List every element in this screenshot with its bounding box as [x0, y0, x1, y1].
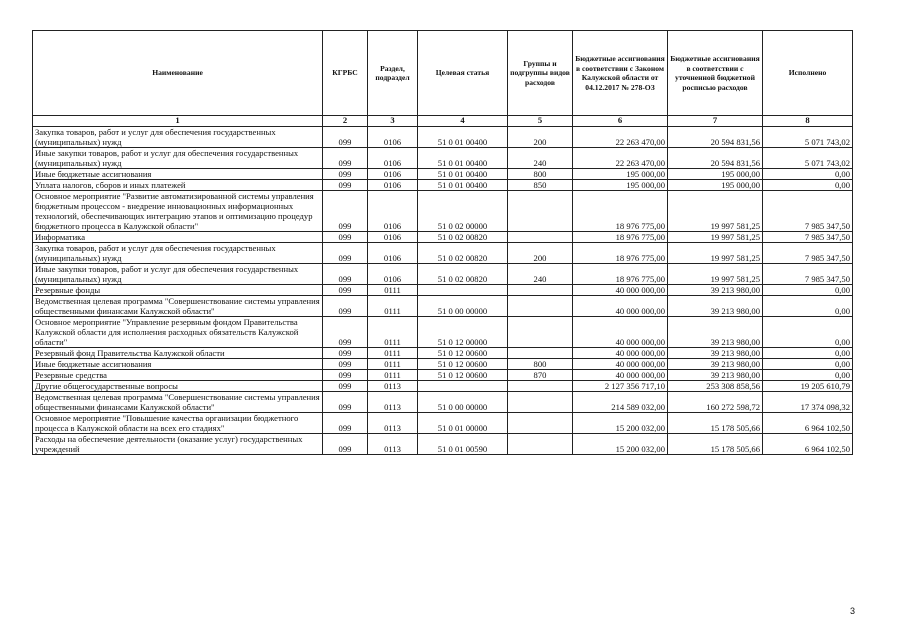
table-cell-target: 51 0 01 00400	[418, 169, 508, 180]
table-cell-law-allocation: 40 000 000,00	[573, 317, 668, 348]
table-cell-group	[508, 434, 573, 455]
table-cell-name: Другие общегосударственные вопросы	[33, 381, 323, 392]
table-cell-name: Резервные средства	[33, 370, 323, 381]
table-cell-kgrbs: 099	[323, 296, 368, 317]
table-cell-kgrbs: 099	[323, 232, 368, 243]
table-cell-group: 240	[508, 264, 573, 285]
table-cell-group	[508, 413, 573, 434]
table-cell-executed: 0,00	[763, 180, 853, 191]
table-cell-group	[508, 191, 573, 232]
table-cell-executed: 0,00	[763, 285, 853, 296]
table-cell-kgrbs: 099	[323, 348, 368, 359]
table-cell-law-allocation: 40 000 000,00	[573, 285, 668, 296]
table-cell-name: Информатика	[33, 232, 323, 243]
table-row	[33, 413, 853, 434]
table-row	[33, 180, 853, 191]
table-cell-group: 850	[508, 180, 573, 191]
table-cell-group: 200	[508, 243, 573, 264]
table-cell-law-allocation: 15 200 032,00	[573, 434, 668, 455]
table-cell-kgrbs: 099	[323, 127, 368, 148]
table-cell-refined-allocation: 15 178 505,66	[668, 413, 763, 434]
table-row	[33, 127, 853, 148]
header-groups: Группы и подгруппы видов расходов	[508, 31, 573, 116]
table-cell-law-allocation: 40 000 000,00	[573, 296, 668, 317]
table-cell-name: Иные закупки товаров, работ и услуг для обеспечения государственных (муниципальных) нужд	[33, 148, 323, 169]
table-cell-group	[508, 285, 573, 296]
table-cell-section: 0113	[368, 381, 418, 392]
table-cell-section: 0111	[368, 296, 418, 317]
table-cell-law-allocation: 2 127 356 717,10	[573, 381, 668, 392]
table-row	[33, 285, 853, 296]
column-number: 1	[33, 116, 323, 127]
table-cell-kgrbs: 099	[323, 317, 368, 348]
table-cell-refined-allocation: 19 997 581,25	[668, 232, 763, 243]
column-number: 6	[573, 116, 668, 127]
table-cell-executed: 0,00	[763, 370, 853, 381]
table-cell-section: 0113	[368, 392, 418, 413]
table-cell-group	[508, 392, 573, 413]
table-cell-law-allocation: 15 200 032,00	[573, 413, 668, 434]
table-cell-refined-allocation: 195 000,00	[668, 180, 763, 191]
table-cell-refined-allocation: 20 594 831,56	[668, 148, 763, 169]
table-cell-law-allocation: 40 000 000,00	[573, 348, 668, 359]
table-cell-section: 0111	[368, 370, 418, 381]
table-cell-executed: 7 985 347,50	[763, 243, 853, 264]
table-cell-target: 51 0 00 00000	[418, 296, 508, 317]
table-cell-executed: 17 374 098,32	[763, 392, 853, 413]
table-cell-executed: 6 964 102,50	[763, 434, 853, 455]
table-cell-target: 51 0 01 00590	[418, 434, 508, 455]
table-cell-section: 0106	[368, 232, 418, 243]
table-row	[33, 434, 853, 455]
table-cell-executed: 5 071 743,02	[763, 148, 853, 169]
table-cell-refined-allocation: 20 594 831,56	[668, 127, 763, 148]
table-cell-name: Иные бюджетные ассигнования	[33, 359, 323, 370]
table-cell-name: Закупка товаров, работ и услуг для обеспечения государственных (муниципальных) нужд	[33, 243, 323, 264]
column-number-row	[33, 116, 853, 127]
table-cell-law-allocation: 18 976 775,00	[573, 243, 668, 264]
table-cell-group: 800	[508, 359, 573, 370]
table-cell-law-allocation: 40 000 000,00	[573, 359, 668, 370]
table-cell-target: 51 0 01 00000	[418, 413, 508, 434]
table-row	[33, 243, 853, 264]
table-row	[33, 169, 853, 180]
table-row	[33, 296, 853, 317]
table-cell-law-allocation: 22 263 470,00	[573, 127, 668, 148]
table-cell-target: 51 0 01 00400	[418, 180, 508, 191]
table-cell-refined-allocation: 160 272 598,72	[668, 392, 763, 413]
table-row	[33, 381, 853, 392]
table-cell-law-allocation: 40 000 000,00	[573, 370, 668, 381]
table-cell-name: Закупка товаров, работ и услуг для обеспечения государственных (муниципальных) нужд	[33, 127, 323, 148]
table-cell-refined-allocation: 39 213 980,00	[668, 359, 763, 370]
table-cell-kgrbs: 099	[323, 191, 368, 232]
table-cell-target: 51 0 02 00000	[418, 191, 508, 232]
header-row	[33, 31, 853, 116]
table-cell-section: 0111	[368, 285, 418, 296]
table-row	[33, 359, 853, 370]
table-row	[33, 317, 853, 348]
table-cell-kgrbs: 099	[323, 392, 368, 413]
table-cell-refined-allocation: 39 213 980,00	[668, 285, 763, 296]
table-cell-refined-allocation: 19 997 581,25	[668, 243, 763, 264]
table-cell-kgrbs: 099	[323, 359, 368, 370]
table-cell-law-allocation: 214 589 032,00	[573, 392, 668, 413]
table-cell-kgrbs: 099	[323, 413, 368, 434]
table-cell-section: 0106	[368, 243, 418, 264]
table-cell-section: 0113	[368, 434, 418, 455]
table-cell-name: Иные бюджетные ассигнования	[33, 169, 323, 180]
table-cell-section: 0111	[368, 359, 418, 370]
table-cell-section: 0113	[368, 413, 418, 434]
column-number: 7	[668, 116, 763, 127]
table-row	[33, 148, 853, 169]
table-cell-name: Уплата налогов, сборов и иных платежей	[33, 180, 323, 191]
table-cell-refined-allocation: 253 308 858,56	[668, 381, 763, 392]
table-cell-kgrbs: 099	[323, 285, 368, 296]
table-cell-name: Расходы на обеспечение деятельности (оказание услуг) государственных учреждений	[33, 434, 323, 455]
table-cell-name: Резервные фонды	[33, 285, 323, 296]
page-number: 3	[849, 606, 855, 616]
table-cell-executed: 7 985 347,50	[763, 264, 853, 285]
table-cell-law-allocation: 18 976 775,00	[573, 232, 668, 243]
header-name: Наименование	[33, 31, 323, 116]
table-cell-target: 51 0 12 00000	[418, 317, 508, 348]
table-cell-section: 0106	[368, 148, 418, 169]
table-cell-target: 51 0 02 00820	[418, 264, 508, 285]
table-row	[33, 348, 853, 359]
table-cell-kgrbs: 099	[323, 148, 368, 169]
header-law-allocations: Бюджетные ассигнования в соответствии с Законом Калужской области от 04.12.2017 № 278-ОЗ	[573, 31, 668, 116]
table-cell-section: 0106	[368, 169, 418, 180]
table-cell-refined-allocation: 39 213 980,00	[668, 348, 763, 359]
table-cell-executed: 0,00	[763, 317, 853, 348]
table-cell-kgrbs: 099	[323, 381, 368, 392]
budget-execution-table	[32, 30, 853, 455]
table-cell-group	[508, 296, 573, 317]
table-cell-refined-allocation: 39 213 980,00	[668, 317, 763, 348]
table-cell-law-allocation: 18 976 775,00	[573, 264, 668, 285]
table-cell-executed: 6 964 102,50	[763, 413, 853, 434]
header-target: Целевая статья	[418, 31, 508, 116]
header-executed: Исполнено	[763, 31, 853, 116]
table-cell-executed: 5 071 743,02	[763, 127, 853, 148]
table-cell-executed: 0,00	[763, 348, 853, 359]
table-cell-law-allocation: 195 000,00	[573, 169, 668, 180]
table-cell-section: 0111	[368, 317, 418, 348]
table-row	[33, 232, 853, 243]
table-cell-target: 51 0 00 00000	[418, 392, 508, 413]
table-cell-section: 0111	[368, 348, 418, 359]
table-cell-executed: 7 985 347,50	[763, 191, 853, 232]
table-cell-group	[508, 381, 573, 392]
header-section: Раздел, подраздел	[368, 31, 418, 116]
table-cell-law-allocation: 22 263 470,00	[573, 148, 668, 169]
table-cell-section: 0106	[368, 191, 418, 232]
table-cell-name: Основное мероприятие "Повышение качества организации бюджетного процесса в Калужской области на всех его стадиях"	[33, 413, 323, 434]
column-number: 2	[323, 116, 368, 127]
header-refined-allocations: Бюджетные ассигнования в соответствии с уточненной бюджетной росписью расходов	[668, 31, 763, 116]
table-cell-kgrbs: 099	[323, 370, 368, 381]
table-cell-group: 200	[508, 127, 573, 148]
table-cell-target	[418, 285, 508, 296]
table-cell-target: 51 0 01 00400	[418, 127, 508, 148]
header-kgrbs: КГРБС	[323, 31, 368, 116]
table-cell-group: 240	[508, 148, 573, 169]
table-cell-refined-allocation: 19 997 581,25	[668, 264, 763, 285]
table-cell-group	[508, 232, 573, 243]
table-cell-kgrbs: 099	[323, 434, 368, 455]
table-cell-section: 0106	[368, 127, 418, 148]
table-cell-law-allocation: 18 976 775,00	[573, 191, 668, 232]
column-number: 4	[418, 116, 508, 127]
table-cell-name: Резервный фонд Правительства Калужской области	[33, 348, 323, 359]
table-cell-kgrbs: 099	[323, 243, 368, 264]
table-cell-section: 0106	[368, 264, 418, 285]
column-number: 8	[763, 116, 853, 127]
column-number: 3	[368, 116, 418, 127]
table-cell-executed: 7 985 347,50	[763, 232, 853, 243]
table-cell-group: 800	[508, 169, 573, 180]
table-cell-executed: 0,00	[763, 169, 853, 180]
table-cell-target: 51 0 01 00400	[418, 148, 508, 169]
table-cell-group	[508, 317, 573, 348]
table-cell-name: Основное мероприятие "Развитие автоматизированной системы управления бюджетным процессом - внедрение инновационных информационных технологий, обеспечивающих интеграцию этапов и оптимизацию процедур бюджетного процесса в Калужской области"	[33, 191, 323, 232]
table-cell-executed: 19 205 610,79	[763, 381, 853, 392]
table-cell-target: 51 0 02 00820	[418, 232, 508, 243]
table-cell-kgrbs: 099	[323, 180, 368, 191]
table-row	[33, 191, 853, 232]
table-cell-refined-allocation: 195 000,00	[668, 169, 763, 180]
table-cell-target: 51 0 12 00600	[418, 359, 508, 370]
table-body	[33, 127, 853, 455]
table-cell-target	[418, 381, 508, 392]
table-cell-executed: 0,00	[763, 296, 853, 317]
table-cell-name: Ведомственная целевая программа "Совершенствование системы управления общественными финансами Калужской области"	[33, 392, 323, 413]
table-cell-group: 870	[508, 370, 573, 381]
table-cell-name: Иные закупки товаров, работ и услуг для обеспечения государственных (муниципальных) нужд	[33, 264, 323, 285]
table-cell-refined-allocation: 39 213 980,00	[668, 296, 763, 317]
table-cell-executed: 0,00	[763, 359, 853, 370]
table-cell-kgrbs: 099	[323, 169, 368, 180]
table-row	[33, 392, 853, 413]
table-row	[33, 370, 853, 381]
table-cell-target: 51 0 12 00600	[418, 348, 508, 359]
table-cell-refined-allocation: 19 997 581,25	[668, 191, 763, 232]
table-cell-refined-allocation: 15 178 505,66	[668, 434, 763, 455]
table-cell-group	[508, 348, 573, 359]
table-cell-target: 51 0 02 00820	[418, 243, 508, 264]
table-cell-refined-allocation: 39 213 980,00	[668, 370, 763, 381]
table-row	[33, 264, 853, 285]
column-number: 5	[508, 116, 573, 127]
table-cell-name: Основное мероприятие "Управление резервным фондом Правительства Калужской области для исполнения расходных обязательств Калужской области"	[33, 317, 323, 348]
table-cell-name: Ведомственная целевая программа "Совершенствование системы управления общественными финансами Калужской области"	[33, 296, 323, 317]
table-cell-law-allocation: 195 000,00	[573, 180, 668, 191]
table-cell-section: 0106	[368, 180, 418, 191]
table-cell-target: 51 0 12 00600	[418, 370, 508, 381]
table-cell-kgrbs: 099	[323, 264, 368, 285]
